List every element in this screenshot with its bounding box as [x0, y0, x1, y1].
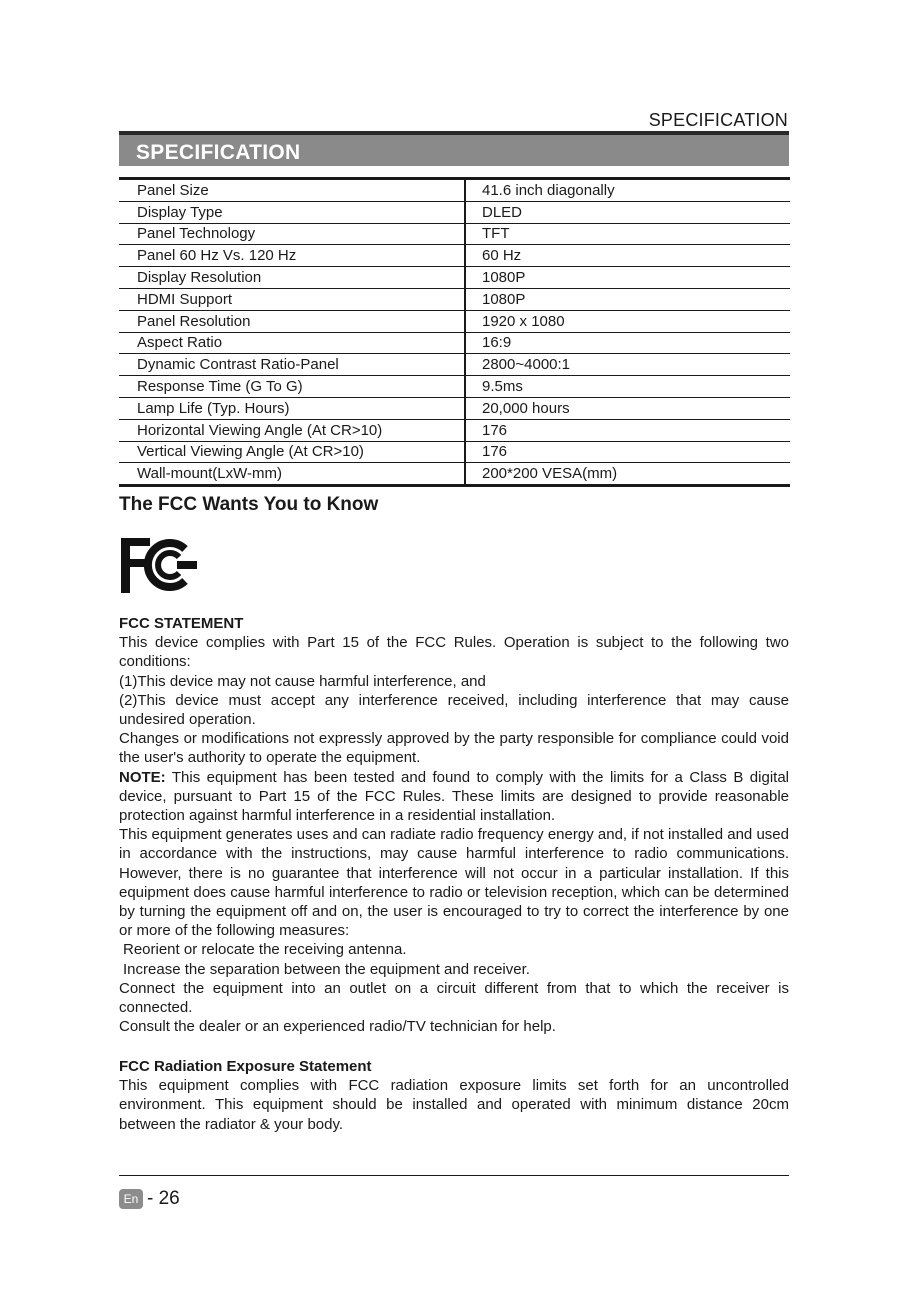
fcc-radiation-title: FCC Radiation Exposure Statement [119, 1058, 372, 1075]
spec-key: Horizontal Viewing Angle (At CR>10) [119, 419, 465, 441]
spec-key: Panel Resolution [119, 310, 465, 332]
spec-key: Response Time (G To G) [119, 376, 465, 398]
fcc-statement-title: FCC STATEMENT [119, 615, 244, 632]
page-footer [119, 1188, 180, 1210]
spec-value: 176 [465, 441, 790, 463]
spec-row [119, 223, 790, 245]
fcc-measure-1: Reorient or relocate the receiving antenna. [123, 941, 407, 959]
spec-key: Panel 60 Hz Vs. 120 Hz [119, 245, 465, 267]
fcc-heading: The FCC Wants You to Know [119, 494, 379, 515]
fcc-radiation-section [119, 1057, 789, 1134]
spec-row [119, 310, 790, 332]
spec-value: 41.6 inch diagonally [465, 179, 790, 202]
spec-value: 1920 x 1080 [465, 310, 790, 332]
fcc-note [119, 768, 789, 826]
fcc-measure-2: Increase the separation between the equipment and receiver. [123, 960, 530, 978]
spec-row [119, 201, 790, 223]
fcc-logo-icon [119, 535, 199, 595]
note-label: NOTE: [119, 768, 166, 786]
spec-value: DLED [465, 201, 790, 223]
fcc-measure-3: Connect the equipment into an outlet on a circuit different from that to which the receiver is connected. [119, 979, 789, 1017]
spec-row [119, 179, 790, 202]
spec-value: 9.5ms [465, 376, 790, 398]
spec-row [119, 376, 790, 398]
spec-title: SPECIFICATION [136, 141, 301, 164]
spec-row [119, 332, 790, 354]
spec-value: 16:9 [465, 332, 790, 354]
spec-value: 20,000 hours [465, 397, 790, 419]
spec-row [119, 245, 790, 267]
fcc-generates-text: This equipment generates uses and can radiate radio frequency energy and, if not installed and used in accordance with the instructions, may cause harmful interference to radio communications. However, there is no guarantee that interference will not occur in a particular installation. If this equipment does cause harmful interference to radio or television reception, which can be determined by turning the equipment off and on, the user is encouraged to try to correct the interference by one or more of the following measures: [119, 826, 789, 940]
spec-row [119, 288, 790, 310]
fcc-condition-2: (2)This device must accept any interference received, including interference that may cause undesired operation. [119, 691, 789, 729]
spec-title-bar [119, 131, 789, 166]
spec-key: Dynamic Contrast Ratio-Panel [119, 354, 465, 376]
spec-row [119, 441, 790, 463]
spec-row [119, 267, 790, 289]
spec-value: 1080P [465, 267, 790, 289]
section-header-label: SPECIFICATION [648, 110, 788, 130]
spec-value: 200*200 VESA(mm) [465, 463, 790, 486]
spec-key: Vertical Viewing Angle (At CR>10) [119, 441, 465, 463]
fcc-radiation-text: This equipment complies with FCC radiation exposure limits set forth for an uncontrolled environment. This equipment should be installed and operated with minimum distance 20cm between the radiator & your body. [119, 1077, 789, 1133]
spec-row [119, 354, 790, 376]
spec-key: Aspect Ratio [119, 332, 465, 354]
language-badge: En [119, 1189, 143, 1209]
fcc-changes-text: Changes or modifications not expressly approved by the party responsible for compliance could void the user's authority to operate the equipment. [119, 730, 789, 767]
page-number: - 26 [147, 1188, 180, 1209]
spec-key: HDMI Support [119, 288, 465, 310]
spec-key: Wall-mount(LxW-mm) [119, 463, 465, 486]
spec-table [119, 177, 790, 487]
spec-row [119, 463, 790, 486]
spec-key: Display Type [119, 201, 465, 223]
fcc-logo [119, 535, 199, 600]
spec-row [119, 419, 790, 441]
spec-row [119, 397, 790, 419]
fcc-measure-4: Consult the dealer or an experienced radio/TV technician for help. [119, 1018, 556, 1036]
footer-divider [119, 1175, 789, 1176]
fcc-condition-1: (1)This device may not cause harmful interference, and [119, 672, 486, 690]
spec-key: Lamp Life (Typ. Hours) [119, 397, 465, 419]
spec-key: Panel Technology [119, 223, 465, 245]
spec-value: 1080P [465, 288, 790, 310]
spec-value: 60 Hz [465, 245, 790, 267]
spec-key: Display Resolution [119, 267, 465, 289]
fcc-statement-section [119, 614, 789, 1036]
fcc-statement-intro: This device complies with Part 15 of the FCC Rules. Operation is subject to the following two conditions: [119, 634, 789, 671]
spec-key: Panel Size [119, 179, 465, 202]
spec-value: TFT [465, 223, 790, 245]
spec-value: 176 [465, 419, 790, 441]
note-text: This equipment has been tested and found to comply with the limits for a Class B digital device, pursuant to Part 15 of the FCC Rules. These limits are designed to provide reasonable protection against harmful interference in a residential installation. [119, 768, 789, 825]
spec-value: 2800~4000:1 [465, 354, 790, 376]
